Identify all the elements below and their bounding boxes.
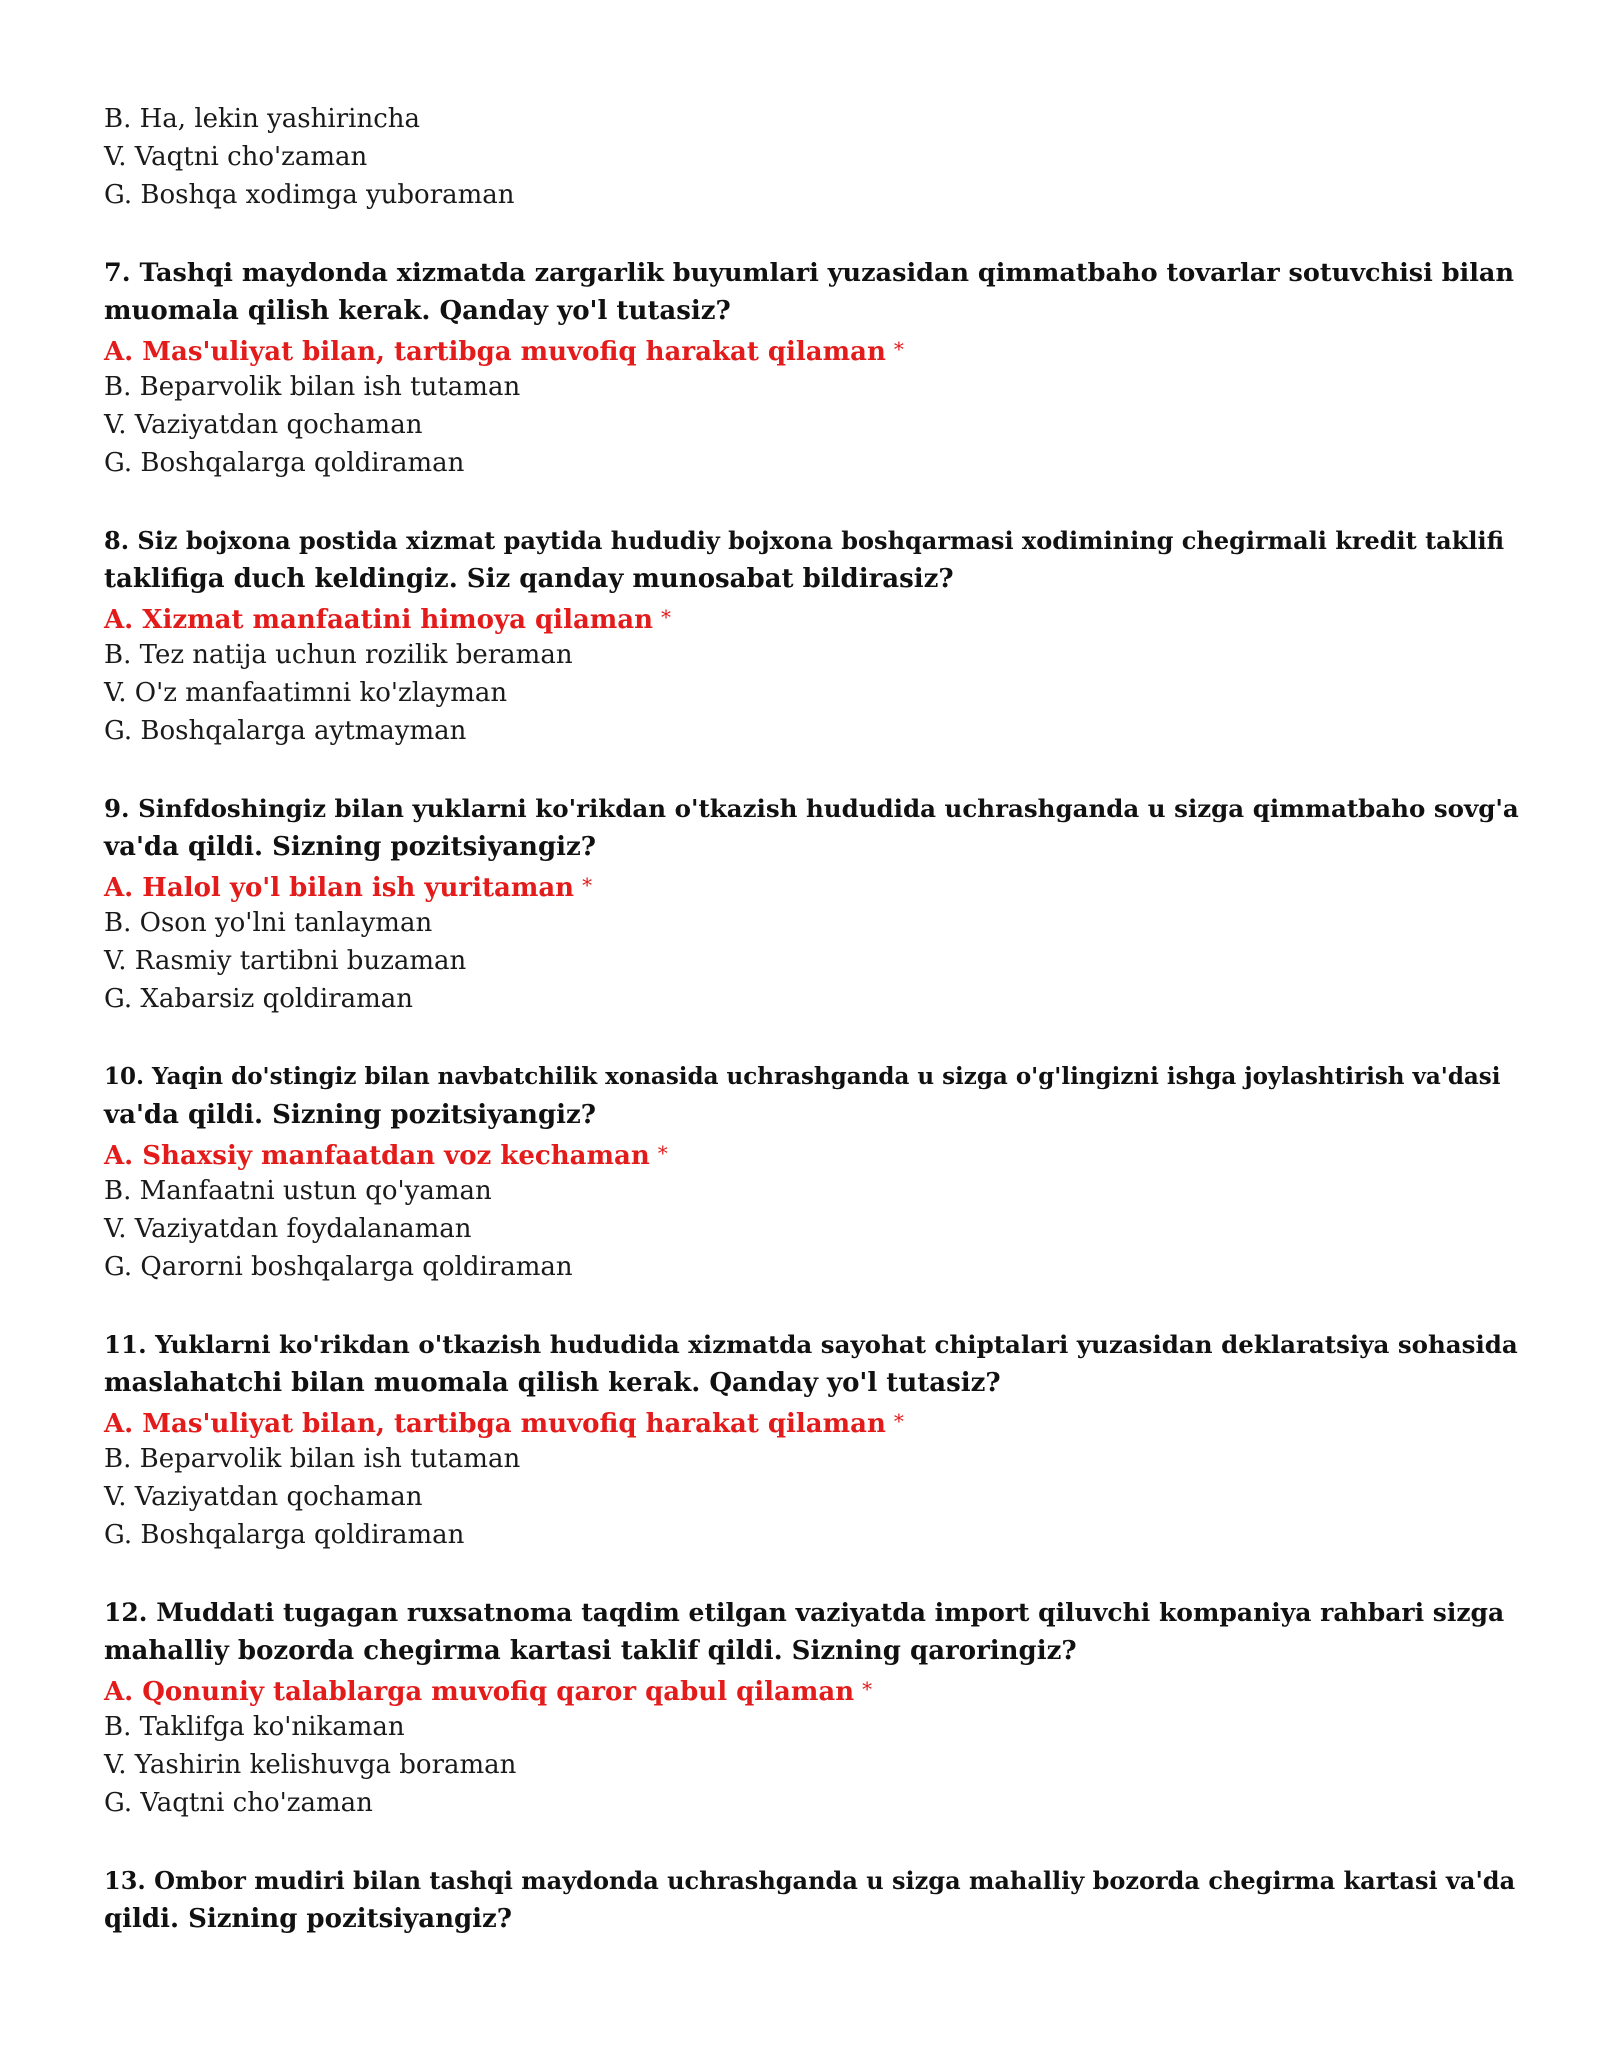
option-b: B. Tez natija uchun rozilik beraman xyxy=(104,640,573,670)
correct-marker: * xyxy=(661,605,672,629)
option-v: V. Rasmiy tartibni buzaman xyxy=(104,946,467,976)
option-v: V. Vaziyatdan foydalanaman xyxy=(104,1214,472,1244)
option-v: V. Vaziyatdan qochaman xyxy=(104,1482,423,1512)
question-9 xyxy=(104,790,1524,1018)
option-b: B. Taklifga ko'nikaman xyxy=(104,1712,405,1742)
correct-answer xyxy=(104,866,1524,904)
correct-answer xyxy=(104,1402,1524,1440)
option-b: B. Ha, lekin yashirincha xyxy=(104,104,421,134)
correct-answer xyxy=(104,330,1524,368)
correct-answer xyxy=(104,1670,1524,1708)
option-g: G. Boshqalarga qoldiraman xyxy=(104,448,465,478)
correct-marker: * xyxy=(657,1141,668,1165)
question-text-continued: qildi. Sizning pozitsiyangiz? xyxy=(104,1904,513,1934)
question-text-continued: muomala qilish kerak. Qanday yo'l tutasiz? xyxy=(104,296,731,326)
question-text-continued: va'da qildi. Sizning pozitsiyangiz? xyxy=(104,1100,597,1130)
question-text-continued: taklifiga duch keldingiz. Siz qanday munosabat bildirasiz? xyxy=(104,564,954,594)
question-11 xyxy=(104,1326,1524,1554)
correct-answer-text: A. Xizmat manfaatini himoya qilaman xyxy=(104,605,654,635)
option-v: V. Vaqtni cho'zaman xyxy=(104,142,368,172)
correct-answer xyxy=(104,598,1524,636)
question-text: 11. Yuklarni ko'rikdan o'tkazish hududida xizmatda sayohat chiptalari yuzasidan deklaratsiya sohasida xyxy=(104,1330,1518,1359)
option-b: B. Manfaatni ustun qo'yaman xyxy=(104,1176,492,1206)
question-text-continued: va'da qildi. Sizning pozitsiyangiz? xyxy=(104,832,597,862)
option-g: G. Boshqalarga aytmayman xyxy=(104,716,467,746)
correct-marker: * xyxy=(582,873,593,897)
correct-answer-text: A. Halol yo'l bilan ish yuritaman xyxy=(104,873,575,903)
question-text: 10. Yaqin do'stingiz bilan navbatchilik xonasida uchrashganda u sizga o'g'lingizni ishga joylashtirish va'dasi xyxy=(104,1063,1501,1090)
question-7 xyxy=(104,254,1524,482)
question-text-continued: mahalliy bozorda chegirma kartasi taklif qildi. Sizning qaroringiz? xyxy=(104,1636,1077,1666)
option-g: G. Xabarsiz qoldiraman xyxy=(104,984,413,1014)
option-b: B. Beparvolik bilan ish tutaman xyxy=(104,372,521,402)
question-text: 9. Sinfdoshingiz bilan yuklarni ko'rikdan o'tkazish hududida uchrashganda u sizga qimmatbaho sovg'a xyxy=(104,794,1519,823)
question-text: 13. Ombor mudiri bilan tashqi maydonda uchrashganda u sizga mahalliy bozorda chegirma kartasi va'da xyxy=(104,1866,1516,1895)
option-v: V. O'z manfaatimni ko'zlayman xyxy=(104,678,508,708)
question-13 xyxy=(104,1862,1524,1938)
correct-marker: * xyxy=(862,1677,873,1701)
correct-marker: * xyxy=(893,337,904,361)
question-10 xyxy=(104,1058,1524,1286)
question-text: 7. Tashqi maydonda xizmatda zargarlik buyumlari yuzasidan qimmatbaho tovarlar sotuvchisi bilan xyxy=(104,258,1514,288)
question-text: 12. Muddati tugagan ruxsatnoma taqdim etilgan vaziyatda import qiluvchi kompaniya rahbari sizga xyxy=(104,1598,1505,1627)
option-v: V. Yashirin kelishuvga boraman xyxy=(104,1750,517,1780)
option-g: G. Vaqtni cho'zaman xyxy=(104,1788,373,1818)
option-b: B. Beparvolik bilan ish tutaman xyxy=(104,1444,521,1474)
correct-answer xyxy=(104,1134,1524,1172)
question-8 xyxy=(104,522,1524,750)
correct-answer-text: A. Mas'uliyat bilan, tartibga muvofiq harakat qilaman xyxy=(104,337,886,367)
correct-answer-text: A. Shaxsiy manfaatdan voz kechaman xyxy=(104,1141,650,1171)
option-b: B. Oson yo'lni tanlayman xyxy=(104,908,433,938)
option-v: V. Vaziyatdan qochaman xyxy=(104,410,423,440)
question-12 xyxy=(104,1594,1524,1822)
question-6-remaining-options xyxy=(104,100,1524,214)
quiz-page xyxy=(104,100,1524,1938)
option-g: G. Boshqa xodimga yuboraman xyxy=(104,180,515,210)
correct-marker: * xyxy=(893,1409,904,1433)
option-g: G. Boshqalarga qoldiraman xyxy=(104,1520,465,1550)
question-text: 8. Siz bojxona postida xizmat paytida hududiy bojxona boshqarmasi xodimining chegirmali kredit taklifi xyxy=(104,526,1505,555)
correct-answer-text: A. Mas'uliyat bilan, tartibga muvofiq harakat qilaman xyxy=(104,1409,886,1439)
option-g: G. Qarorni boshqalarga qoldiraman xyxy=(104,1252,573,1282)
question-text-continued: maslahatchi bilan muomala qilish kerak. Qanday yo'l tutasiz? xyxy=(104,1368,1001,1398)
correct-answer-text: A. Qonuniy talablarga muvofiq qaror qabul qilaman xyxy=(104,1677,855,1707)
